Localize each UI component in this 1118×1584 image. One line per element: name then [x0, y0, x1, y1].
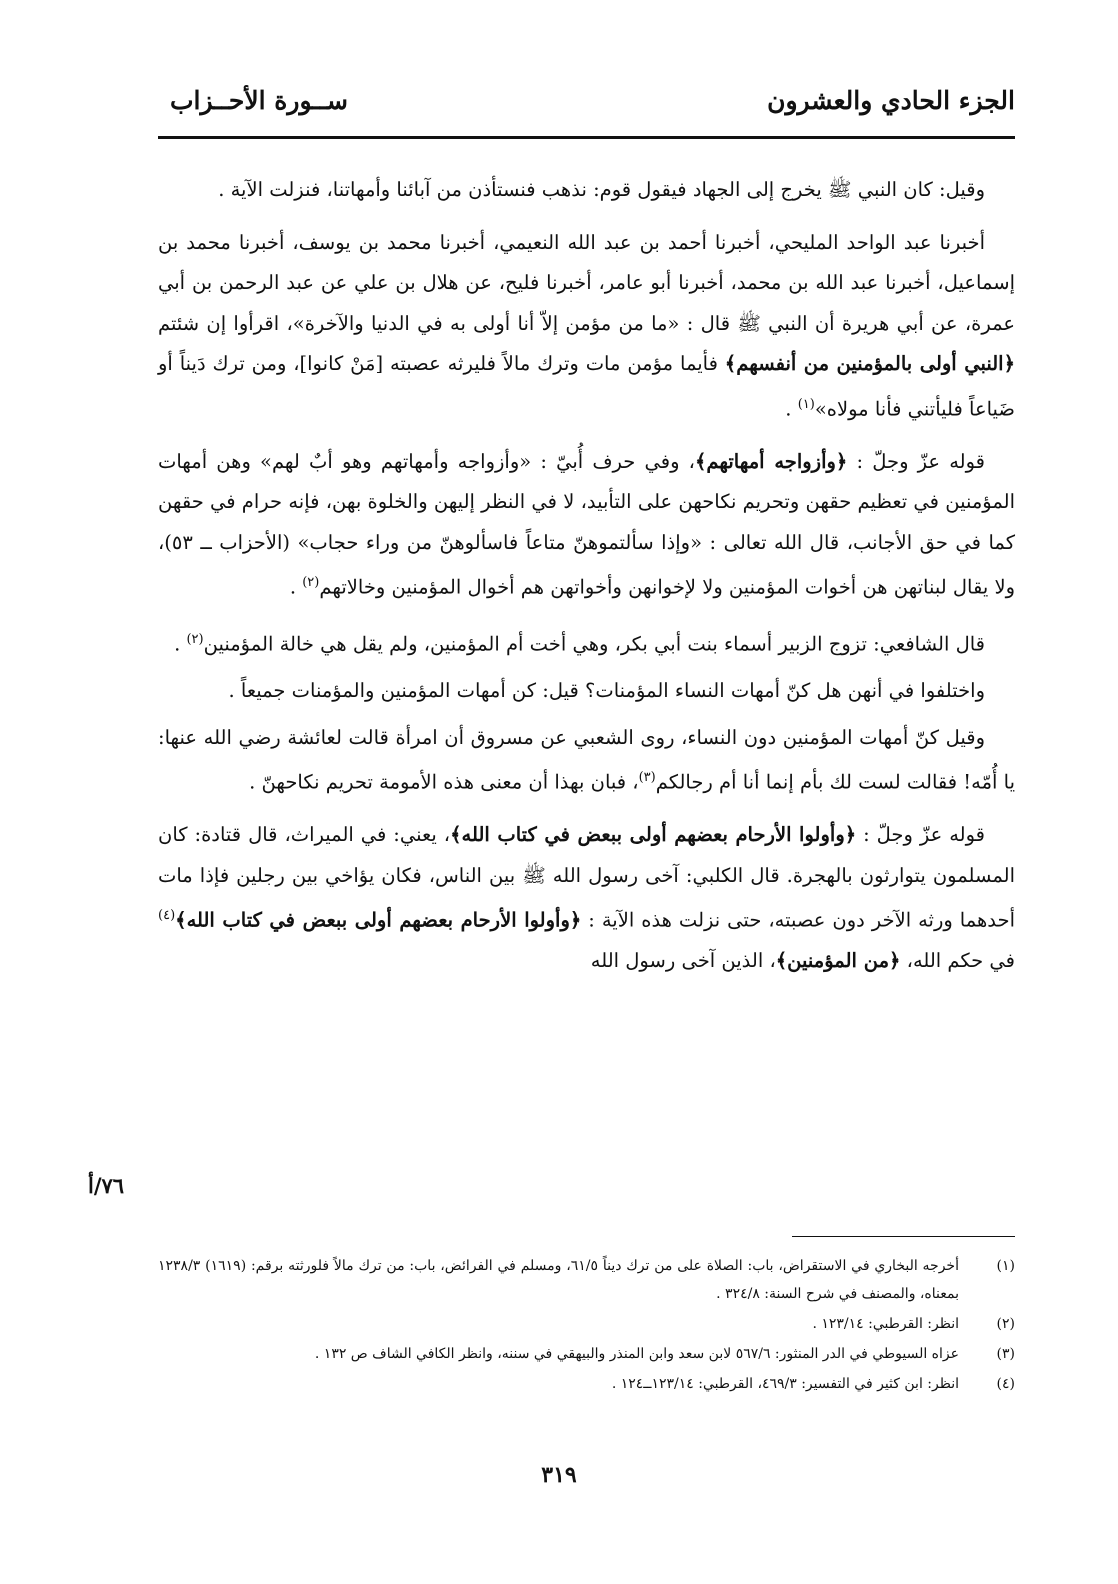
- footnote-number: (٢): [996, 1316, 1015, 1332]
- paragraph: [158, 671, 1015, 712]
- quran-quote: ﴿من المؤمنين﴾: [775, 949, 901, 972]
- text-segment: .: [289, 575, 303, 599]
- footnote-text: انظر: القرطبي: ١٢٣/١٤ .: [812, 1316, 959, 1332]
- text-segment: فأيما مؤمن مات وترك مالاً فليرثه عصبته [مَنْ كانوا]، ومن ترك دَيناً أو ضَياعاً فليأتني فأنا مولاه»: [158, 352, 1015, 420]
- quran-quote: ﴿وأولوا الأرحام بعضهم أولى ببعض في كتاب الله﴾: [450, 823, 857, 846]
- text-segment: أخبرنا عبد الواحد المليحي، أخبرنا أحمد بن عبد الله النعيمي، أخبرنا محمد بن يوسف، أخبرنا محمد بن إسماعيل، أخبرنا عبد الله بن محمد، أخبرنا أبو عامر، أخبرنا فليح، عن هلال بن علي عن عبد الرحمن بن أبي عمرة، عن أبي هريرة أن النبي ﷺ قال : «ما من مؤمن إلاّ أنا أولى به في الدنيا والآخرة»، اقرأوا إن شئتم: [158, 230, 1015, 335]
- footnote-text: انظر: ابن كثير في التفسير: ٤٦٩/٣، القرطبي: ١٢٣/١٤ــ١٢٤ .: [611, 1376, 959, 1392]
- page-number: ٣١٩: [541, 1462, 577, 1488]
- text-segment: قوله عزّ وجلّ :: [847, 449, 985, 473]
- text-segment: .: [785, 397, 798, 420]
- text-segment: وقيل كنّ أمهات المؤمنين دون النساء، روى الشعبي عن مسروق أن امرأة قالت لعائشة رضي الله عنها: يا أُمّه! فقالت لست لك بأم إنما أنا أم رجالكم: [158, 725, 1015, 794]
- paragraph: [158, 223, 1015, 430]
- footnote-ref: (٢): [302, 575, 320, 590]
- paragraph: [158, 718, 1015, 804]
- quran-quote: ﴿وأولوا الأرحام بعضهم أولى ببعض في كتاب الله﴾: [175, 908, 582, 932]
- footnote-ref: (٣): [638, 770, 656, 785]
- text-segment: قال الشافعي: تزوج الزبير أسماء بنت أبي بكر، وهي أخت أم المؤمنين، ولم يقل هي خالة المؤمنين: [203, 632, 985, 656]
- body-text: [158, 170, 1015, 994]
- footnote-ref: (٤): [158, 908, 176, 923]
- quran-quote: ﴿وأزواجه أمهاتهم﴾: [694, 449, 848, 473]
- text-segment: ، وفي حرف أُبيّ : «وأزواجه وأمهاتهم وهو أبٌ لهم» وهن أمهات المؤمنين في تعظيم حقهن وتحريم نكاحهن على التأبيد، لا في النظر إليهن والخلوة بهن، فإنه حرام في حقهن كما في حق الأجانب، قال الله تعالى : «وإذا سألتموهنّ متاعاً فاسألوهنّ من وراء حجاب» (الأحزاب ــ ٥٣)، ولا يقال لبناتهن هن أخوات المؤمنين ولا لإخوانهن وأخواتهن هم أخوال المؤمنين وخالاتهم: [158, 449, 1015, 599]
- footnote-number: (٤): [996, 1376, 1015, 1392]
- footnote-ref: (٢): [186, 632, 204, 647]
- footnote-number: (١): [996, 1258, 1015, 1274]
- footnote-rule: [792, 1236, 1015, 1237]
- footnote-text: أخرجه البخاري في الاستقراض، باب: الصلاة على من ترك ديناً ٦١/٥، ومسلم في الفرائض، باب: من ترك مالاً فلورثته برقم: (١٦١٩) ١٢٣٨/٣ بمعناه، والمصنف في شرح السنة: ٣٢٤/٨ .: [158, 1258, 959, 1302]
- text-segment: في حكم الله،: [900, 949, 1015, 972]
- paragraph: [158, 620, 1015, 665]
- paragraph: [158, 170, 1015, 211]
- text-segment: ، الذين آخى رسول الله: [590, 949, 776, 972]
- text-segment: قوله عزّ وجلّ :: [856, 823, 985, 846]
- paragraph: [158, 815, 1015, 982]
- footnote-number: (٣): [996, 1346, 1015, 1362]
- text-segment: ، يعني: في الميراث، قال قتادة: كان المسلمون يتوارثون بالهجرة. قال الكلبي: آخى رسول الله ﷺ بين الناس، فكان يؤاخي بين رجلين فإذا مات أحدهما ورثه الآخر دون عصبته، حتى نزلت هذه الآية :: [158, 823, 1015, 932]
- paragraph: [158, 442, 1015, 609]
- text-segment: وقيل: كان النبي ﷺ يخرج إلى الجهاد فيقول قوم: نذهب فنستأذن من آبائنا وأمهاتنا، فنزلت الآية .: [218, 178, 985, 201]
- manuscript-folio-note: ٧٦/أ: [88, 1173, 125, 1198]
- surah-title: ســورة الأحــزاب: [170, 86, 348, 115]
- footnote: [158, 1370, 1015, 1398]
- part-title: الجزء الحادي والعشرون: [767, 86, 1015, 115]
- footnotes: [158, 1252, 1015, 1400]
- quran-quote: ﴿النبي أولى بالمؤمنين من أنفسهم﴾: [724, 352, 1016, 375]
- footnote-ref: (١): [797, 396, 815, 412]
- text-segment: .: [174, 632, 187, 656]
- footnote: [158, 1340, 1015, 1368]
- footnote-text: عزاه السيوطي في الدر المنثور: ٥٦٧/٦ لابن سعد وابن المنذر والبيهقي في سننه، وانظر الكافي الشاف ص ١٣٢ .: [314, 1346, 959, 1362]
- running-header: [158, 82, 1015, 138]
- header-rule: [158, 136, 1015, 139]
- footnote: [158, 1310, 1015, 1338]
- text-segment: واختلفوا في أنهن هل كنّ أمهات النساء المؤمنات؟ قيل: كن أمهات المؤمنين والمؤمنات جميعاً .: [228, 679, 985, 702]
- footnote: [158, 1252, 1015, 1308]
- text-segment: ، فبان بهذا أن معنى هذه الأمومة تحريم نكاحهنّ .: [249, 770, 639, 794]
